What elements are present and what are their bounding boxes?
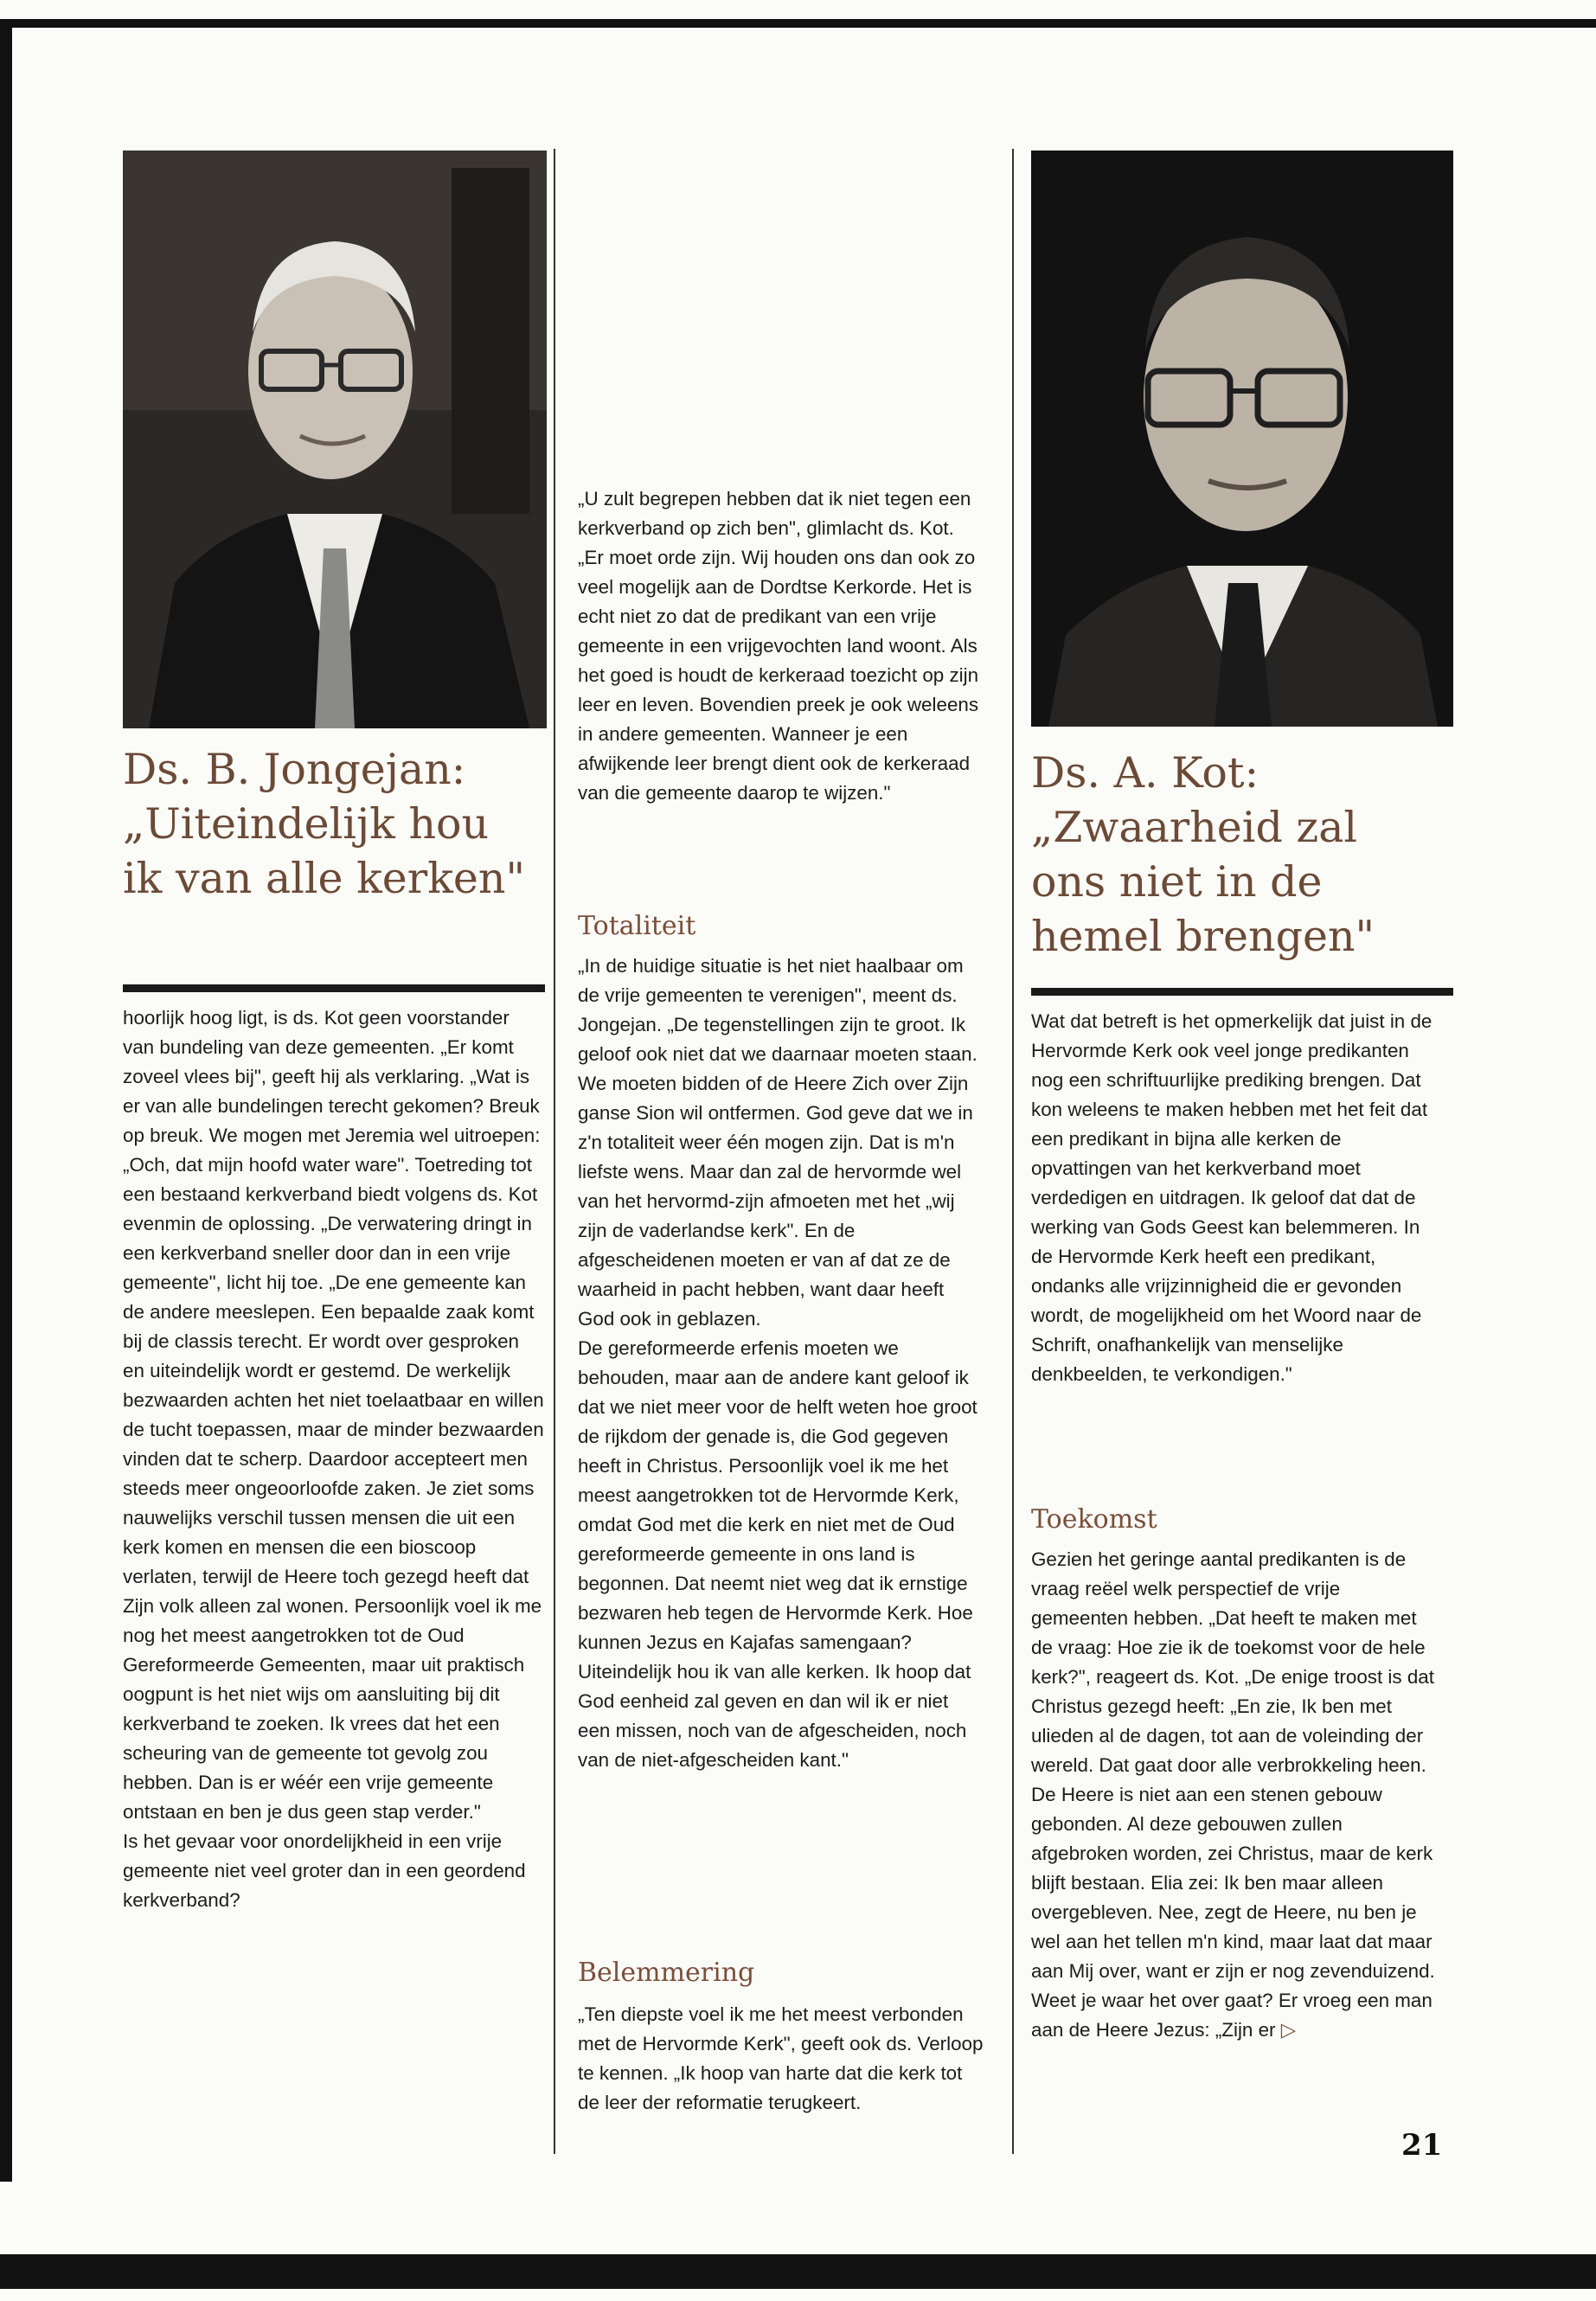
article1-body-question: Is het gevaar voor onordelijkheid in een vrije gemeente niet veel groter dan in een geordend kerkverband? xyxy=(123,1830,526,1911)
middle-totaliteit-column xyxy=(578,952,984,1775)
article1-column xyxy=(123,1003,545,1915)
portrait-kot xyxy=(1031,151,1453,727)
article2-body: Wat dat betreft is het opmerkelijk dat juist in de Hervormde Kerk ook veel jonge predikanten nog een schriftuurlijke prediking brengen. Dat kon weleens te maken hebben met het feit dat een predikant in bijna alle kerken de opvattingen van het kerkverband moet verdedigen en uitdragen. Ik geloof dat dat de werking van Gods Geest kan belemmeren. In de Hervormde Kerk heeft een predikant, ondanks alle vrijzinnigheid die er gevonden wordt, de mogelijkheid om het Woord naar de Schrift, onafhankelijk van menselijke denkbeelden, te verkondigen." xyxy=(1031,1010,1433,1385)
bottom-border xyxy=(0,2254,1596,2289)
article2-toekomst-column xyxy=(1031,1545,1436,2045)
belemmering-body: „Ten diepste voel ik me het meest verbonden met de Hervormde Kerk", geeft ook ds. Verloop te kennen. „Ik hoop van harte dat die kerk tot de leer der reformatie terugkeert. xyxy=(578,2003,984,2113)
page-number: 21 xyxy=(1401,2128,1443,2163)
toekomst-body-2 xyxy=(1031,1986,1436,2045)
headline-kot: Ds. A. Kot: „Zwaarheid zal ons niet in de hemel brengen" xyxy=(1031,748,1375,961)
subhead-toekomst: Toekomst xyxy=(1031,1504,1157,1535)
portrait-jongejan-illustration xyxy=(123,151,547,728)
totaliteit-body: „In de huidige situatie is het niet haalbaar om de vrije gemeenten te verenigen", meent ds. Jongejan. „De tegenstellingen zijn te groot. Ik geloof ook niet dat we daarnaar moeten staan. We moeten bidden of de Heere Zich over Zijn ganse Sion wil ontfermen. God geve dat we in z'n totaliteit weer één mogen zijn. Dat is m'n liefste wens. Maar dan zal de hervormde wel van het hervormd-zijn afmoeten met het „wij zijn de vaderlandse kerk". En de afgescheidenen moeten er van af dat ze de waarheid in pacht hebben, want daar heeft God ook in geblazen. xyxy=(578,955,977,1330)
headline-rule-right xyxy=(1031,988,1453,996)
column-rule-left xyxy=(554,149,555,2154)
subhead-belemmering: Belemmering xyxy=(578,1958,755,1988)
headline-jongejan: Ds. B. Jongejan: „Uiteindelijk hou ik van alle kerken" xyxy=(123,745,525,903)
middle-intro: „U zult begrepen hebben dat ik niet tegen een kerkverband op zich ben", glimlacht ds. Kot. „Er moet orde zijn. Wij houden ons dan ook zo veel mogelijk aan de Dordtse Kerkorde. Het is echt niet zo dat de predikant van een vrije gemeente in een vrijgevochten land woont. Als het goed is houdt de kerkeraad toezicht op zijn leer en leven. Bovendien preek je ook weleens in andere gemeenten. Wanneer je een afwijkende leer brengt dient ook de kerkeraad van die gemeente daarop te wijzen." xyxy=(578,488,979,804)
toekomst-body-2-text: Weet je waar het over gaat? Er vroeg een man aan de Heere Jezus: „Zijn er xyxy=(1031,1990,1433,2041)
middle-belemmering-column xyxy=(578,2000,984,2118)
portrait-kot-illustration xyxy=(1031,151,1453,727)
totaliteit-body-2: De gereformeerde erfenis moeten we behouden, maar aan de andere kant geloof ik dat we niet meer voor de helft weten hoe groot de rijkdom der genade is, die God gegeven heeft in Christus. Persoonlijk voel ik me het meest aangetrokken tot de Hervormde Kerk, omdat God met die kerk en niet met de Oud gereformeerde gemeente in ons land is begonnen. Dat neemt niet weg dat ik ernstige bezwaren heb tegen de Hervormde Kerk. Hoe kunnen Jezus en Kajafas samengaan? Uiteindelijk hou ik van alle kerken. Ik hoop dat God eenheid zal geven en dan wil ik er niet een missen, noch van de afgescheiden, noch van de niet-afgescheiden kant." xyxy=(578,1337,977,1771)
column-rule-right xyxy=(1012,149,1014,2154)
toekomst-body: Gezien het geringe aantal predikanten is de vraag reëel welk perspectief de vrije gemeenten hebben. „Dat heeft te maken met de vraag: Hoe zie ik de toekomst voor de hele kerk?", reageert ds. Kot. „De enige troost is dat Christus gezegd heeft: „En zie, Ik ben met ulieden al de dagen, tot aan de voleinding der wereld. Dat gaat door alle verbrokkeling heen. De Heere is niet aan een stenen gebouw gebonden. Al deze gebouwen zullen afgebroken worden, zei Christus, maar de kerk blijft bestaan. Elia zei: Ik ben maar alleen overgebleven. Nee, zegt de Heere, nu ben je wel aan het tellen m'n kind, maar laat dat maar aan Mij over, want er zijn er nog zevenduizend. xyxy=(1031,1548,1435,1982)
article2-column xyxy=(1031,1007,1436,1389)
subhead-totaliteit: Totaliteit xyxy=(578,911,696,941)
portrait-jongejan xyxy=(123,151,547,728)
headline-rule-left xyxy=(123,984,545,992)
top-border xyxy=(0,19,1596,28)
article1-body: hoorlijk hoog ligt, is ds. Kot geen voorstander van bundeling van deze gemeenten. „Er komt zoveel vlees bij", geeft hij als verklaring. „Wat is er van alle bundelingen terecht gekomen? Breuk op breuk. We mogen met Jeremia wel uitroepen: „Och, dat mijn hoofd water ware". Toetreding tot een bestaand kerkverband biedt volgens ds. Kot evenmin de oplossing. „De verwatering dringt in een kerkverband sneller door dan in een vrije gemeente", licht hij toe. „De ene gemeente kan de andere meeslepen. Een bepaalde zaak komt bij de classis terecht. Er wordt over gesproken en uiteindelijk wordt er gestemd. De werkelijk bezwaarden achten het niet toelaatbaar en willen de tucht toepassen, maar de minder bezwaarden vinden dat te scherp. Daardoor accepteert men steeds meer ongeoorloofde zaken. Je ziet soms nauwelijks verschil tussen mensen die uit een kerk komen en mensen die een bioscoop verlaten, terwijl de Heere toch gezegd heeft dat Zijn volk alleen zal wonen. Persoonlijk voel ik me nog het meest aangetrokken tot de Oud Gereformeerde Gemeenten, maar uit praktisch oogpunt is het niet wijs om aansluiting bij dit kerkverband te zoeken. Ik vrees dat het een scheuring van de gemeente tot gevolg zou hebben. Dan is er wéér een vrije gemeente ontstaan en ben je dus geen stap verder." xyxy=(123,1007,544,1823)
continue-arrow-icon: ▷ xyxy=(1280,2019,1296,2041)
left-border xyxy=(0,19,12,2182)
middle-intro-column xyxy=(578,484,984,808)
